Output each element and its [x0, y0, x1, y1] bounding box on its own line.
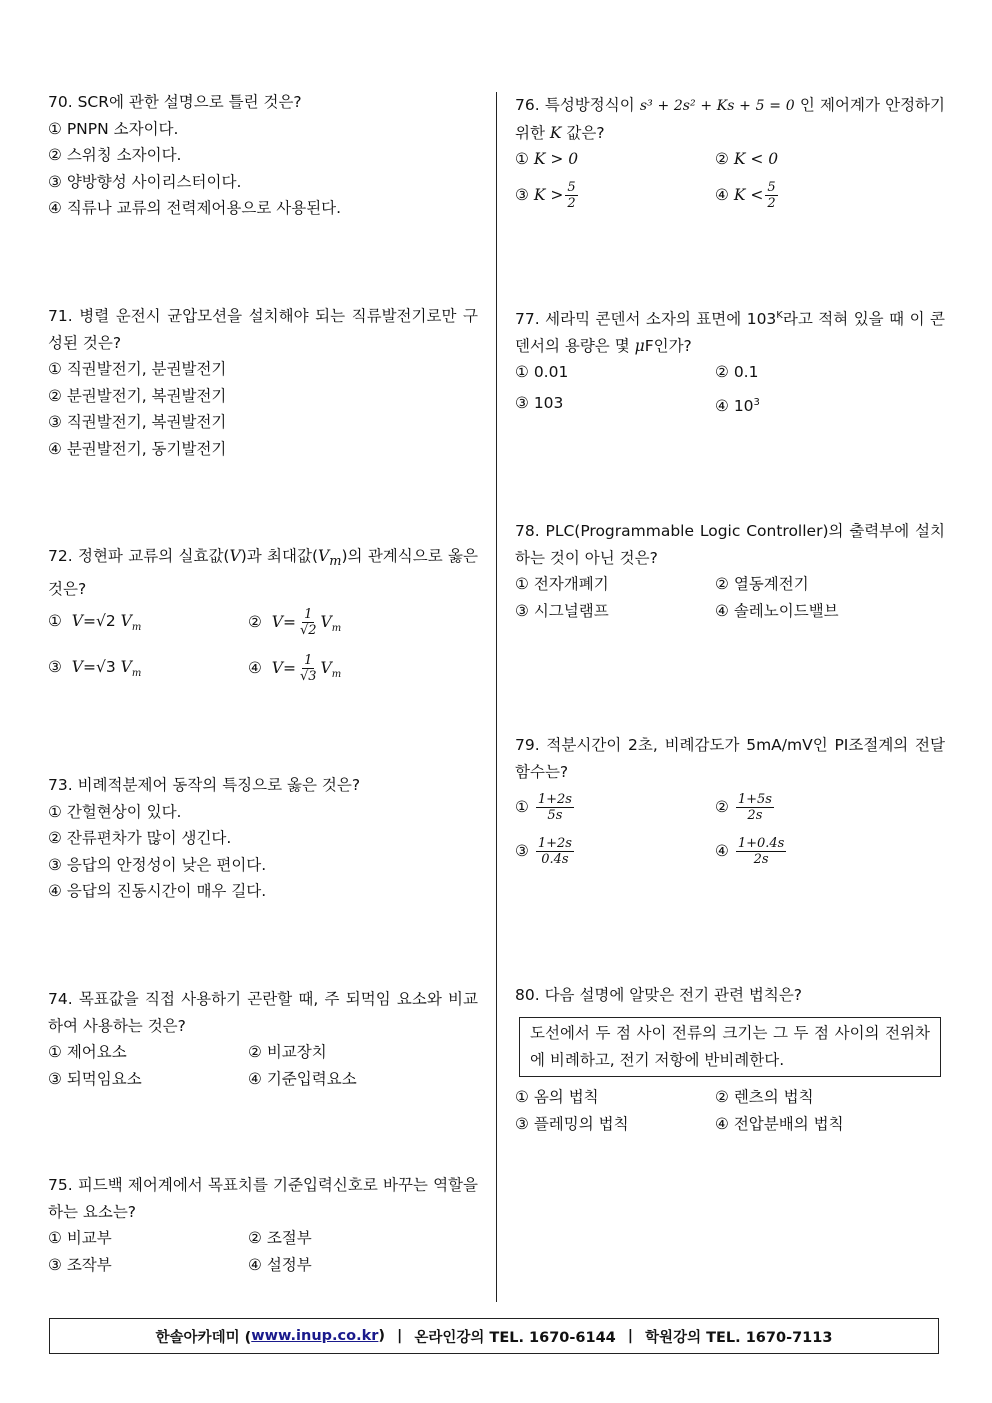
option-2: ② 잔류편차가 많이 생긴다. — [48, 829, 232, 847]
option-2: ② 스위칭 소자이다. — [48, 146, 182, 164]
option-2: ② 열동계전기 — [715, 575, 809, 593]
question-stem: 73. 비례적분제어 동작의 특징으로 옳은 것은? — [48, 776, 361, 794]
online-phone: 온라인강의 TEL. 1670-6144 — [414, 1329, 616, 1346]
footer: 한솔아카데미 ( www.inup.co.kr ) | 온라인강의 TEL. 1670-6144 | 학원강의 TEL. 1670-7113 — [49, 1318, 939, 1354]
option-4: ④ V= $\frac{1}{√3}$ $V_m$ — [248, 653, 342, 685]
option-3: ③ K > $\frac{5}{2}$ — [515, 180, 576, 211]
option-3: ③ 103 — [515, 393, 564, 412]
option-4: ④ 솔레노이드밸브 — [715, 601, 839, 620]
symbol-v: V — [229, 547, 241, 565]
description-box: 도선에서 두 점 사이 전류의 크기는 그 두 점 사이의 전위차에 비례하고, 전기 저항에 반비례한다. — [519, 1017, 941, 1077]
option-4: ④ $\frac{1+0.4s}{2s}$ — [715, 835, 785, 867]
question-stem: 74. 목표값을 직접 사용하기 곤란할 때, 주 되먹임 요소와 비교하여 사용하는 것은? — [48, 990, 478, 1035]
question-71 — [48, 303, 478, 462]
option-1: ① 비교부 — [48, 1229, 112, 1247]
question-77 — [515, 303, 945, 416]
stem-part: 72. 정현파 교류의 실효값( — [48, 547, 230, 565]
option-3: ③ 되먹임요소 — [48, 1069, 142, 1088]
website-link[interactable]: www.inup.co.kr — [251, 1328, 379, 1344]
option-3: ③ 직권발전기, 복권발전기 — [48, 413, 227, 431]
option-2: ② 분권발전기, 복권발전기 — [48, 386, 227, 405]
option-2: ② K < 0 — [715, 150, 779, 168]
question-73 — [48, 772, 478, 905]
option-1: ① PNPN 소자이다. — [48, 119, 179, 138]
equation: s³ + 2s² + Ks + 5 = 0 — [639, 98, 795, 114]
option-1: ① V=√2 $V_m$ — [48, 612, 142, 634]
question-76 — [515, 92, 945, 219]
question-stem: 71. 병렬 운전시 균압모션을 설치해야 되는 직류발전기로만 구성된 것은? — [48, 307, 478, 352]
stem-part: )과 최대값( — [240, 547, 319, 565]
question-80 — [515, 982, 945, 1009]
academy-name: 한솔아카데미 ( — [155, 1329, 252, 1346]
option-2: ② V= $\frac{1}{√2}$ $V_m$ — [248, 607, 342, 639]
column-divider — [496, 92, 497, 1302]
question-stem: 75. 피드백 제어계에서 목표치를 기준입력신호로 바꾸는 역할을 하는 요소는? — [48, 1176, 478, 1221]
separator: | — [627, 1328, 634, 1344]
offline-phone: 학원강의 TEL. 1670-7113 — [645, 1329, 833, 1346]
question-stem — [48, 543, 478, 602]
option-3: ③ V=√3 $V_m$ — [48, 658, 142, 680]
option-1: ① $\frac{1+2s}{5s}$ — [515, 791, 572, 823]
option-4: ④ 분권발전기, 동기발전기 — [48, 439, 227, 458]
option-3: ③ 시그널램프 — [515, 601, 609, 620]
option-1: ① 직권발전기, 분권발전기 — [48, 360, 227, 378]
question-75 — [48, 1172, 478, 1278]
option-3: ③ 양방향성 사이리스터이다. — [48, 172, 242, 191]
option-4: ④ K < $\frac{5}{2}$ — [715, 180, 776, 211]
separator: | — [397, 1328, 403, 1344]
option-2: ② 렌츠의 법칙 — [715, 1088, 814, 1106]
option-1: ① 옴의 법칙 — [515, 1088, 599, 1106]
option-4: ④ $10^3$ — [715, 396, 760, 415]
question-80-options — [515, 1084, 945, 1137]
question-stem: 78. PLC(Programmable Logic Controller)의 출력부에 설치하는 것이 아닌 것은? — [515, 522, 945, 567]
option-1: ① 간헐현상이 있다. — [48, 802, 182, 821]
option-4: ④ 기준입력요소 — [248, 1069, 357, 1088]
option-1: ① K > 0 — [515, 150, 579, 168]
question-79 — [515, 732, 945, 873]
option-1: ① 0.01 — [515, 363, 569, 382]
option-4: ④ 설정부 — [248, 1255, 312, 1274]
option-2: ② $\frac{1+5s}{2s}$ — [715, 791, 772, 823]
question-stem: 76. 특성방정식이 s³ + 2s² + Ks + 5 = 0 인 제어계가 안정하기 위한 K 값은? — [515, 96, 946, 142]
question-stem: 80. 다음 설명에 알맞은 전기 관련 법칙은? — [515, 986, 803, 1004]
option-2: ② 0.1 — [715, 363, 759, 382]
question-78 — [515, 518, 945, 624]
option-4: ④ 전압분배의 법칙 — [715, 1114, 844, 1133]
option-2: ② 비교장치 — [248, 1043, 327, 1061]
option-4: ④ 직류나 교류의 전력제어용으로 사용된다. — [48, 199, 342, 217]
option-1: ① 전자개폐기 — [515, 575, 609, 593]
option-3: ③ 조작부 — [48, 1255, 112, 1274]
question-stem: 79. 적분시간이 2초, 비례감도가 5mA/mV인 PI조절계의 전달함수는? — [515, 736, 945, 781]
question-72 — [48, 543, 478, 694]
option-3: ③ 플레밍의 법칙 — [515, 1114, 629, 1133]
question-stem: 77. 세라믹 콘덴서 소자의 표면에 $103^K$라고 적혀 있을 때 이 콘덴서의 용량은 몇 μF인가? — [515, 310, 945, 355]
option-3: ③ $\frac{1+2s}{0.4s}$ — [515, 835, 572, 867]
option-2: ② 조절부 — [248, 1229, 312, 1247]
symbol-vm: V — [318, 547, 330, 565]
option-1: ① 제어요소 — [48, 1043, 127, 1061]
question-70 — [48, 89, 478, 222]
option-4: ④ 응답의 진동시간이 매우 길다. — [48, 882, 267, 900]
question-74 — [48, 986, 478, 1092]
option-3: ③ 응답의 안정성이 낮은 편이다. — [48, 855, 267, 874]
stem-part: )의 관계식으로 옳은 것은? — [48, 547, 478, 598]
subscript-m: m — [329, 554, 342, 570]
question-stem: 70. SCR에 관한 설명으로 틀린 것은? — [48, 93, 302, 111]
